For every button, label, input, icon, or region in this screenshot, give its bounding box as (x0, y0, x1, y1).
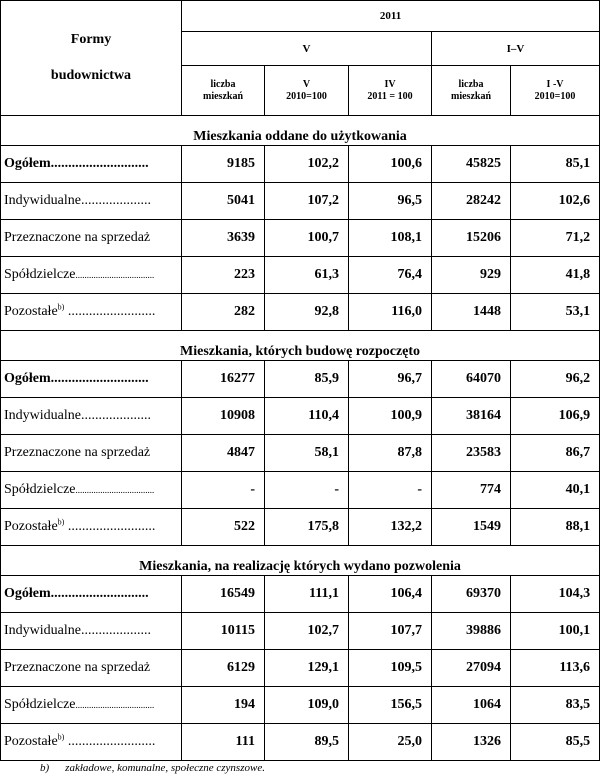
row-label-cell (1, 509, 182, 546)
value-cell: 102,7 (265, 613, 349, 650)
value-cell: 100,6 (349, 146, 432, 183)
leader-dots: ......................... (64, 304, 156, 319)
leader-dots: ............................ (50, 586, 149, 601)
value-cell: 96,2 (511, 361, 600, 398)
forms-header-cell (1, 1, 182, 116)
row-label-cell (1, 435, 182, 472)
value-cell: 1326 (432, 724, 511, 761)
column-header: V 2010=100 (265, 66, 349, 116)
value-cell: 156,5 (349, 687, 432, 724)
header-row-year (1, 1, 600, 32)
table-body (1, 116, 600, 761)
footnote-reference: b) (57, 732, 65, 742)
value-cell: 16549 (182, 576, 265, 613)
row-label-cell (1, 472, 182, 509)
table-row (1, 724, 600, 761)
row-label: Przeznaczone na sprzedaż (4, 445, 151, 460)
value-cell: 102,6 (511, 183, 600, 220)
row-label-cell (1, 294, 182, 331)
row-label: Spółdzielcze (4, 697, 76, 712)
value-cell: 16277 (182, 361, 265, 398)
table-row (1, 294, 600, 331)
section-title-row (1, 331, 600, 361)
row-label: Spółdzielcze (4, 267, 76, 282)
value-cell: 111 (182, 724, 265, 761)
leader-dots: ......................... (64, 734, 156, 749)
row-label: Przeznaczone na sprzedaż (4, 660, 151, 675)
leader-dots: ................................... (75, 485, 155, 495)
row-label: Pozostałe (4, 519, 58, 534)
value-cell: - (349, 472, 432, 509)
value-cell: 129,1 (265, 650, 349, 687)
value-cell: 10115 (182, 613, 265, 650)
column-header: IV 2011 = 100 (349, 66, 432, 116)
table-row (1, 613, 600, 650)
value-cell: 89,5 (265, 724, 349, 761)
row-label-cell (1, 257, 182, 294)
value-cell: 9185 (182, 146, 265, 183)
footnote-mark: b) (40, 762, 50, 774)
table-row (1, 576, 600, 613)
section-title: Mieszkania oddane do użytkowania (1, 116, 600, 146)
value-cell: 223 (182, 257, 265, 294)
value-cell: 4847 (182, 435, 265, 472)
value-cell: 113,6 (511, 650, 600, 687)
value-cell: 53,1 (511, 294, 600, 331)
value-cell: 45825 (432, 146, 511, 183)
value-cell: - (182, 472, 265, 509)
value-cell: 109,0 (265, 687, 349, 724)
value-cell: 28242 (432, 183, 511, 220)
value-cell: 83,5 (511, 687, 600, 724)
value-cell: 282 (182, 294, 265, 331)
section-title: Mieszkania, których budowę rozpoczęto (1, 331, 600, 361)
row-label: Przeznaczone na sprzedaż (4, 230, 151, 245)
table-row (1, 257, 600, 294)
value-cell: 106,9 (511, 398, 600, 435)
value-cell: 100,1 (511, 613, 600, 650)
leader-dots: ............................ (50, 156, 149, 171)
row-label: Spółdzielcze (4, 482, 76, 497)
row-label-cell (1, 687, 182, 724)
value-cell: 85,5 (511, 724, 600, 761)
section-title-row (1, 546, 600, 576)
row-label: Ogółem (4, 156, 51, 171)
value-cell: 10908 (182, 398, 265, 435)
leader-dots: .................... (80, 408, 151, 423)
value-cell: 58,1 (265, 435, 349, 472)
value-cell: 102,2 (265, 146, 349, 183)
value-cell: 100,9 (349, 398, 432, 435)
value-cell: 87,8 (349, 435, 432, 472)
value-cell: 100,7 (265, 220, 349, 257)
forms-label-line2: budownictwa (50, 68, 132, 83)
column-header: liczba mieszkań (182, 66, 265, 116)
value-cell: 1448 (432, 294, 511, 331)
value-cell: 23583 (432, 435, 511, 472)
forms-label-line1: Formy (70, 32, 112, 47)
footnote-reference: b) (57, 517, 65, 527)
table-row (1, 398, 600, 435)
value-cell: 64070 (432, 361, 511, 398)
row-label-cell (1, 613, 182, 650)
value-cell: 108,1 (349, 220, 432, 257)
value-cell: 107,7 (349, 613, 432, 650)
row-label-cell (1, 146, 182, 183)
value-cell: 522 (182, 509, 265, 546)
value-cell: 929 (432, 257, 511, 294)
value-cell: 96,5 (349, 183, 432, 220)
value-cell: 106,4 (349, 576, 432, 613)
value-cell: 15206 (432, 220, 511, 257)
leader-dots: .................... (80, 193, 151, 208)
value-cell: 3639 (182, 220, 265, 257)
row-label: Pozostałe (4, 304, 58, 319)
footnote-reference: b) (57, 302, 65, 312)
value-cell: 85,1 (511, 146, 600, 183)
row-label: Ogółem (4, 586, 51, 601)
leader-dots: ................................... (75, 700, 155, 710)
value-cell: 61,3 (265, 257, 349, 294)
table-row (1, 650, 600, 687)
leader-dots: ................................... (75, 270, 155, 280)
value-cell: 110,4 (265, 398, 349, 435)
value-cell: 85,9 (265, 361, 349, 398)
row-label: Indywidualne (4, 623, 81, 638)
row-label-cell (1, 183, 182, 220)
value-cell: 69370 (432, 576, 511, 613)
value-cell: 25,0 (349, 724, 432, 761)
value-cell: 116,0 (349, 294, 432, 331)
value-cell: 107,2 (265, 183, 349, 220)
value-cell: 27094 (432, 650, 511, 687)
table-row (1, 435, 600, 472)
row-label-cell (1, 398, 182, 435)
value-cell: 109,5 (349, 650, 432, 687)
row-label-cell (1, 650, 182, 687)
value-cell: 194 (182, 687, 265, 724)
table-row (1, 220, 600, 257)
value-cell: 1064 (432, 687, 511, 724)
row-label: Indywidualne (4, 193, 81, 208)
value-cell: 6129 (182, 650, 265, 687)
value-cell: 86,7 (511, 435, 600, 472)
value-cell: 132,2 (349, 509, 432, 546)
value-cell: 5041 (182, 183, 265, 220)
value-cell: 40,1 (511, 472, 600, 509)
value-cell: 76,4 (349, 257, 432, 294)
row-label-cell (1, 724, 182, 761)
row-label: Indywidualne (4, 408, 81, 423)
row-label: Ogółem (4, 371, 51, 386)
footnote (40, 762, 265, 774)
row-label-cell (1, 361, 182, 398)
year-header: 2011 (182, 1, 600, 32)
value-cell: - (265, 472, 349, 509)
value-cell: 104,3 (511, 576, 600, 613)
row-label: Pozostałe (4, 734, 58, 749)
footnote-text: zakładowe, komunalne, społeczne czynszowe. (65, 762, 265, 774)
table-row (1, 183, 600, 220)
section-title: Mieszkania, na realizację których wydano pozwolenia (1, 546, 600, 576)
leader-dots: ............................ (50, 371, 149, 386)
value-cell: 92,8 (265, 294, 349, 331)
value-cell: 175,8 (265, 509, 349, 546)
table-row (1, 509, 600, 546)
value-cell: 1549 (432, 509, 511, 546)
table-row (1, 472, 600, 509)
leader-dots: .................... (80, 623, 151, 638)
value-cell: 96,7 (349, 361, 432, 398)
leader-dots: ......................... (64, 519, 156, 534)
column-header: liczba mieszkań (432, 66, 511, 116)
value-cell: 111,1 (265, 576, 349, 613)
table-row (1, 687, 600, 724)
period-month-header: V (182, 32, 432, 66)
value-cell: 39886 (432, 613, 511, 650)
value-cell: 41,8 (511, 257, 600, 294)
value-cell: 71,2 (511, 220, 600, 257)
value-cell: 774 (432, 472, 511, 509)
table-row (1, 146, 600, 183)
value-cell: 38164 (432, 398, 511, 435)
row-label-cell (1, 220, 182, 257)
section-title-row (1, 116, 600, 146)
value-cell: 88,1 (511, 509, 600, 546)
table-row (1, 361, 600, 398)
column-header: I -V 2010=100 (511, 66, 600, 116)
row-label-cell (1, 576, 182, 613)
period-cumulative-header: I–V (432, 32, 600, 66)
